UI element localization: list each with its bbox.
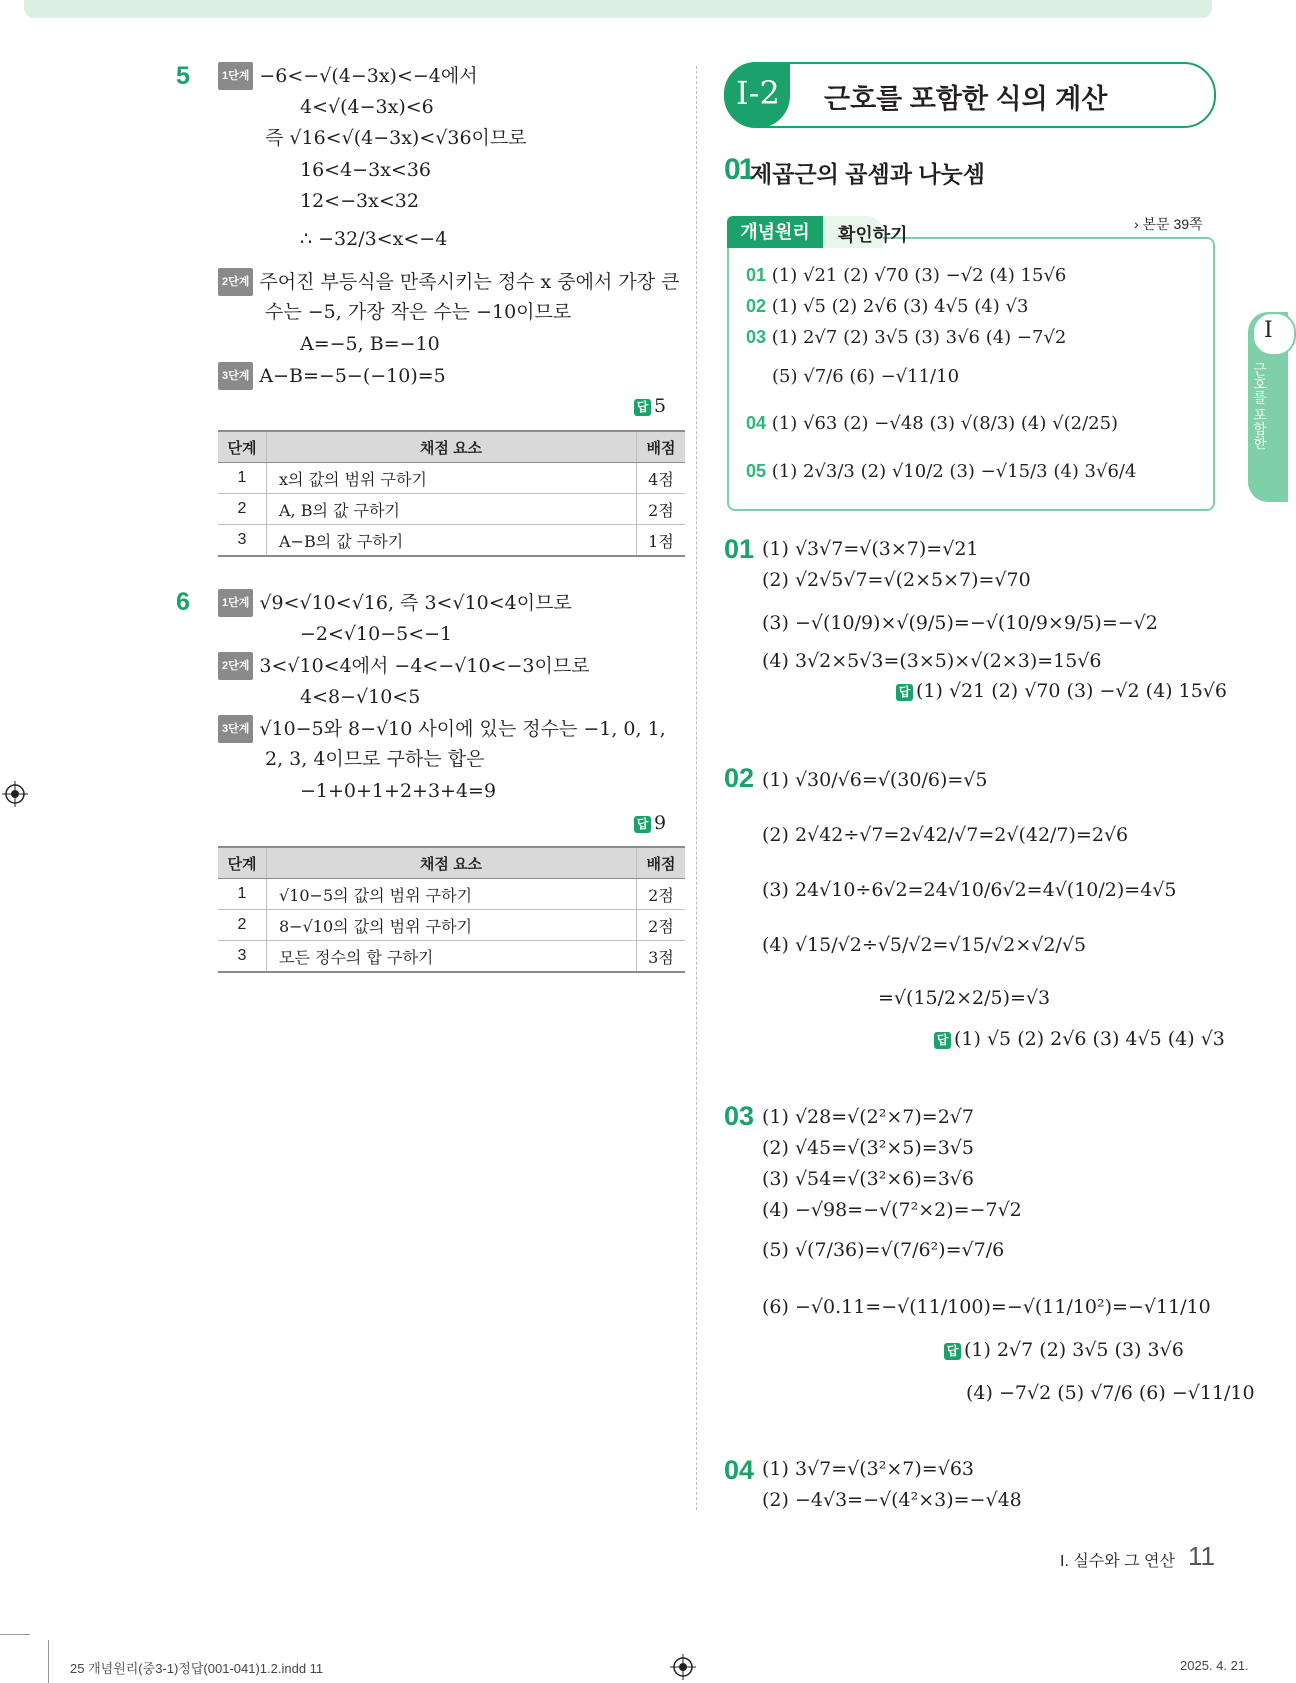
page-reference: › 본문 39쪽	[1134, 216, 1203, 232]
table-row: 2 8−√10의 값의 범위 구하기 2점	[218, 910, 685, 941]
chapter-title: 근호를 포함한 식의 계산	[824, 84, 1108, 114]
table-row: 3 모든 정수의 합 구하기 3점	[218, 941, 685, 973]
table-header: 채점 요소	[267, 847, 637, 879]
concept-line-03b: (5) √7/6 (6) −√11/10	[772, 366, 960, 387]
table-header: 단계	[218, 847, 267, 879]
p5-line-9: A=−5, B=−10	[300, 333, 440, 355]
p6-line-5: 3단계 √10−5와 8−√10 사이에 있는 정수는 −1, 0, 1,	[218, 715, 666, 743]
sol03-line-3: (3) √54=√(3²×6)=3√6	[762, 1168, 975, 1190]
crop-mark	[48, 1640, 49, 1683]
concept-label: 확인하기	[838, 225, 908, 245]
chevron-right-icon: ›	[1134, 216, 1139, 232]
sol04-line-1: (1) 3√7=√(3²×7)=√63	[762, 1458, 975, 1480]
answer-icon: 답	[896, 684, 913, 701]
registration-mark-icon	[670, 1654, 696, 1680]
table-header: 배점	[637, 431, 686, 463]
p6-line-1: 1단계 √9<√10<√16, 즉 3<√10<4이므로	[218, 589, 572, 617]
problem-6-number: 6	[176, 588, 190, 616]
p6-score-table	[218, 846, 685, 973]
sol03-answer-b: (4) −7√2 (5) √7/6 (6) −√11/10	[966, 1382, 1255, 1404]
sol03-line-6: (6) −√0.11=−√(11/100)=−√(11/10²)=−√11/10	[762, 1296, 1211, 1318]
p5-line-4: 16<4−3x<36	[300, 159, 432, 181]
sol03-line-4: (4) −√98=−√(7²×2)=−7√2	[762, 1199, 1022, 1221]
top-band	[24, 0, 1212, 18]
concept-line-02: 02 (1) √5 (2) 2√6 (3) 4√5 (4) √3	[746, 296, 1029, 317]
sol01-line-2: (2) √2√5√7=√(2×5×7)=√70	[762, 569, 1031, 591]
side-tab-label: 근호를 포함한	[1252, 362, 1268, 450]
answer-icon: 답	[634, 816, 651, 833]
p5-line-10: 3단계 A−B=−5−(−10)=5	[218, 362, 446, 390]
footer-date: 2025. 4. 21.	[1180, 1658, 1249, 1673]
p5-line-5: 12<−3x<32	[300, 190, 419, 212]
sol04-line-2: (2) −4√3=−√(4²×3)=−√48	[762, 1489, 1022, 1511]
p5-line-7: 2단계 주어진 부등식을 만족시키는 정수 x 중에서 가장 큰	[218, 268, 679, 296]
p5-answer: 답 5	[634, 395, 666, 417]
sol01-line-4: (4) 3√2×5√3=(3×5)×√(2×3)=15√6	[762, 650, 1102, 672]
step-1-badge: 1단계	[218, 62, 253, 90]
solution-02-number: 02	[724, 763, 755, 793]
p6-line-7: −1+0+1+2+3+4=9	[300, 780, 497, 802]
solution-03-number: 03	[724, 1101, 755, 1131]
p5-line-3: 즉 √16<√(4−3x)<√36이므로	[265, 127, 527, 149]
side-tab-circle	[1252, 312, 1296, 356]
step-2-badge: 2단계	[218, 652, 253, 680]
step-3-badge: 3단계	[218, 362, 253, 390]
p6-line-3: 2단계 3<√10<4에서 −4<−√10<−3이므로	[218, 652, 590, 680]
table-row: 1 √10−5의 값의 범위 구하기 2점	[218, 879, 685, 910]
sol02-line-4: (4) √15/√2÷√5/√2=√15/√2×√2/√5	[762, 934, 1087, 956]
side-tab-code: I	[1264, 318, 1273, 343]
footer-chapter: I. 실수와 그 연산	[1060, 1553, 1175, 1570]
concept-line-01: 01 (1) √21 (2) √70 (3) −√2 (4) 15√6	[746, 265, 1067, 286]
sol03-line-2: (2) √45=√(3²×5)=3√5	[762, 1137, 975, 1159]
sol02-answer: 답 (1) √5 (2) 2√6 (3) 4√5 (4) √3	[934, 1028, 1225, 1050]
p5-line-2: 4<√(4−3x)<6	[300, 96, 434, 118]
table-header: 단계	[218, 431, 267, 463]
concept-tag: 개념원리	[727, 216, 823, 248]
concept-line-04: 04 (1) √63 (2) −√48 (3) √(8/3) (4) √(2/25)	[746, 413, 1119, 434]
table-header: 채점 요소	[267, 431, 637, 463]
concept-line-03: 03 (1) 2√7 (2) 3√5 (3) 3√6 (4) −7√2	[746, 327, 1067, 348]
sol02-line-2: (2) 2√42÷√7=2√42/√7=2√(42/7)=2√6	[762, 824, 1129, 846]
p5-line-6: ∴ −32/3<x<−4	[300, 228, 448, 250]
p5-score-table	[218, 430, 685, 557]
p6-answer: 답 9	[634, 812, 666, 834]
table-row: 3 A−B의 값 구하기 1점	[218, 525, 685, 557]
concept-line-05: 05 (1) 2√3/3 (2) √10/2 (3) −√15/3 (4) 3√6/4	[746, 461, 1137, 482]
footer-file: 25 개념원리(중3-1)정답(001-041)1.2.indd 11	[70, 1661, 324, 1676]
column-divider	[696, 66, 697, 1510]
table-header: 배점	[637, 847, 686, 879]
chapter-code: I-2	[736, 74, 780, 112]
answer-icon: 답	[944, 1343, 961, 1360]
section-number: 01	[724, 153, 754, 186]
p6-line-4: 4<8−√10<5	[300, 686, 421, 708]
solution-04-number: 04	[724, 1455, 755, 1485]
crop-mark	[0, 1634, 30, 1635]
p6-line-2: −2<√10−5<−1	[300, 623, 453, 645]
sol01-line-3: (3) −√(10/9)×√(9/5)=−√(10/9×9/5)=−√2	[762, 612, 1158, 634]
sol02-line-1: (1) √30/√6=√(30/6)=√5	[762, 769, 988, 791]
p5-line-1: 1단계 −6<−√(4−3x)<−4에서	[218, 62, 478, 90]
sol03-line-5: (5) √(7/36)=√(7/6²)=√7/6	[762, 1239, 1005, 1261]
sol01-line-1: (1) √3√7=√(3×7)=√21	[762, 538, 979, 560]
answer-icon: 답	[934, 1032, 951, 1049]
table-row: 2 A, B의 값 구하기 2점	[218, 494, 685, 525]
sol02-line-3: (3) 24√10÷6√2=24√10/6√2=4√(10/2)=4√5	[762, 879, 1177, 901]
page-number: 11	[1188, 1541, 1215, 1571]
step-1-badge: 1단계	[218, 589, 253, 617]
solution-01-number: 01	[724, 534, 755, 564]
step-3-badge: 3단계	[218, 715, 253, 743]
p6-line-6: 2, 3, 4이므로 구하는 합은	[265, 748, 485, 770]
p5-line-8: 수는 −5, 가장 작은 수는 −10이므로	[265, 301, 572, 323]
registration-mark-icon	[2, 781, 28, 807]
problem-5-number: 5	[176, 62, 190, 90]
sol03-answer-a: 답 (1) 2√7 (2) 3√5 (3) 3√6	[944, 1339, 1184, 1361]
sol01-answer: 답 (1) √21 (2) √70 (3) −√2 (4) 15√6	[896, 680, 1227, 702]
answer-icon: 답	[634, 399, 651, 416]
sol02-line-5: =√(15/2×2/5)=√3	[878, 987, 1051, 1009]
table-row: 1 x의 값의 범위 구하기 4점	[218, 463, 685, 494]
step-2-badge: 2단계	[218, 268, 253, 296]
section-title: 제곱근의 곱셈과 나눗셈	[750, 161, 985, 187]
sol03-line-1: (1) √28=√(2²×7)=2√7	[762, 1106, 975, 1128]
